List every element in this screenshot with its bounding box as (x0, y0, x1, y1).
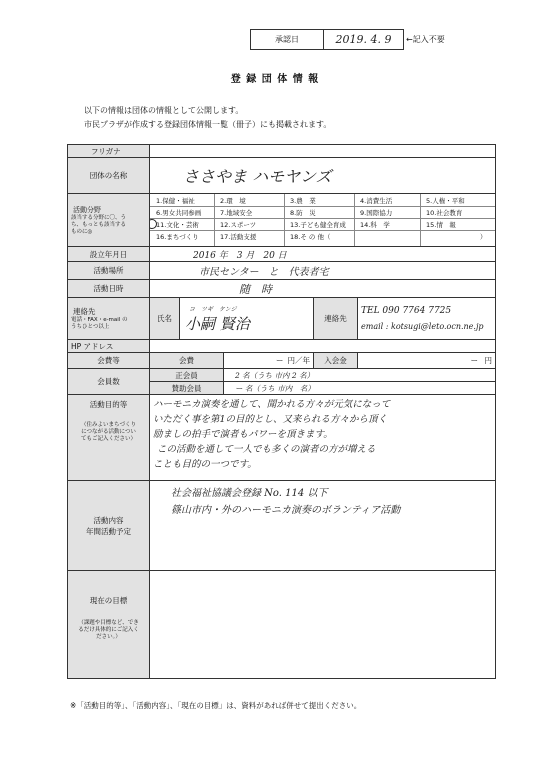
regular-field[interactable]: 2 名（うち 市内 2 名） (224, 369, 496, 382)
category-9[interactable]: 9.国際協力 (360, 209, 393, 217)
category-7[interactable]: 7.地域安全 (220, 209, 253, 217)
founded-label: 設立年月日 (68, 247, 150, 262)
category-14[interactable]: 14.科 学 (360, 221, 390, 229)
intro-line-1: 以下の情報は団体の情報として公開します。 (84, 106, 244, 115)
person-field[interactable]: コ ツギ ケンジ 小嗣 賢治 (180, 298, 314, 340)
furigana-field[interactable] (150, 145, 496, 158)
regular-label: 正会員 (150, 369, 224, 382)
purpose-label-cell: 活動目的等 （住みよいまちづくり につながる活動につい てもご記入ください） (68, 395, 150, 481)
fee-field[interactable]: ー 円／年 (224, 353, 314, 369)
founded-field[interactable]: 2016 年 3 月 20 日 (150, 247, 496, 262)
fee-sub-label: 会費 (150, 353, 224, 369)
support-label: 賛助会員 (150, 382, 224, 395)
goal-field[interactable] (150, 571, 496, 679)
members-label: 会員数 (68, 369, 150, 395)
category-grid (150, 194, 496, 247)
category-1[interactable]: 1.保健・福祉 (156, 197, 195, 205)
entry-fee-label: 入会金 (314, 353, 358, 369)
group-name-field[interactable]: ささやま ハモヤンズ (150, 158, 496, 194)
time-label: 活動日時 (68, 280, 150, 298)
category-18-close: ） (480, 233, 487, 241)
purpose-field[interactable]: ハーモニカ演奏を通して、聞かれる方々が元気になって いただく事を第1の目的とし、又来られる方々から頂く 励ましの拍手で演者もパワーを頂きます。 この活動を通して一人でも多くの演者の方が増える ことも目的の一つです。 (150, 395, 496, 481)
phone-label: 連絡先 (314, 298, 358, 340)
approval-date: 2019. 4. 9 (335, 33, 392, 46)
category-13[interactable]: 13.子ども健全育成 (290, 221, 346, 229)
activity-field[interactable]: 社会福祉協議会登録 No. 114 以下 篠山市内・外のハーモニカ演奏のボランティア活動 (150, 481, 496, 571)
category-10[interactable]: 10.社会教育 (426, 209, 463, 217)
intro-line-2: 市民プラザが作成する登録団体情報一覧（冊子）にも掲載されます。 (84, 120, 332, 129)
person-label: 氏名 (150, 298, 180, 340)
time-field[interactable]: 随 時 (150, 280, 496, 298)
approval-box (250, 29, 404, 50)
approval-label: 承認日 (251, 30, 324, 49)
activity-label-cell: 活動内容 年間活動予定 (68, 481, 150, 571)
phone-field[interactable]: TEL 090 7764 7725 email : kotsugi@leto.ocn.ne.jp (358, 298, 496, 340)
registration-form (67, 144, 496, 679)
furigana-label: フリガナ (68, 145, 150, 158)
place-label: 活動場所 (68, 262, 150, 280)
category-18[interactable]: 18.そ の 他（ (290, 233, 331, 241)
category-8[interactable]: 8.防 災 (290, 209, 316, 217)
footer-note: ※「活動目的等」、「活動内容」、「現在の目標」は、資料があれば併せて提出ください。 (70, 701, 362, 710)
category-11[interactable]: 11.文化・芸術 (156, 221, 199, 229)
category-3[interactable]: 3.農 業 (290, 197, 316, 205)
hp-field[interactable] (150, 340, 496, 353)
category-15[interactable]: 15.情 報 (426, 221, 456, 229)
contact-label-cell: 連絡先 電話・FAX・e-mail の うちひとつ以上 (68, 298, 150, 340)
approval-note: ←記入不要 (406, 35, 445, 44)
field-label-cell: 活動分野 該当する分野に〇、う ち、もっとも該当する ものに◎ (68, 194, 150, 247)
category-4[interactable]: 4.消費生活 (360, 197, 393, 205)
category-17[interactable]: 17.活動支援 (220, 233, 257, 241)
place-field[interactable]: 市民センター と 代表者宅 (150, 262, 496, 280)
category-12[interactable]: 12.スポーツ (220, 221, 257, 229)
category-2[interactable]: 2.環 境 (220, 197, 246, 205)
page-title: 登 録 団 体 情 報 (230, 74, 320, 85)
category-5[interactable]: 5.人権・平和 (426, 197, 465, 205)
support-field[interactable]: ー 名（うち 市内 名） (224, 382, 496, 395)
category-16[interactable]: 16.まちづくり (156, 233, 199, 241)
hp-label: HP アドレス (68, 340, 150, 353)
name-label: 団体の名称 (68, 158, 150, 194)
category-6[interactable]: 6.男女共同参画 (156, 209, 202, 217)
entry-fee-field[interactable]: ー 円 (358, 353, 496, 369)
goal-label-cell: 現在の目標 （課題や目標など、でき るだけ具体的にご記入く ださい。） (68, 571, 150, 679)
fee-label: 会費等 (68, 353, 150, 369)
